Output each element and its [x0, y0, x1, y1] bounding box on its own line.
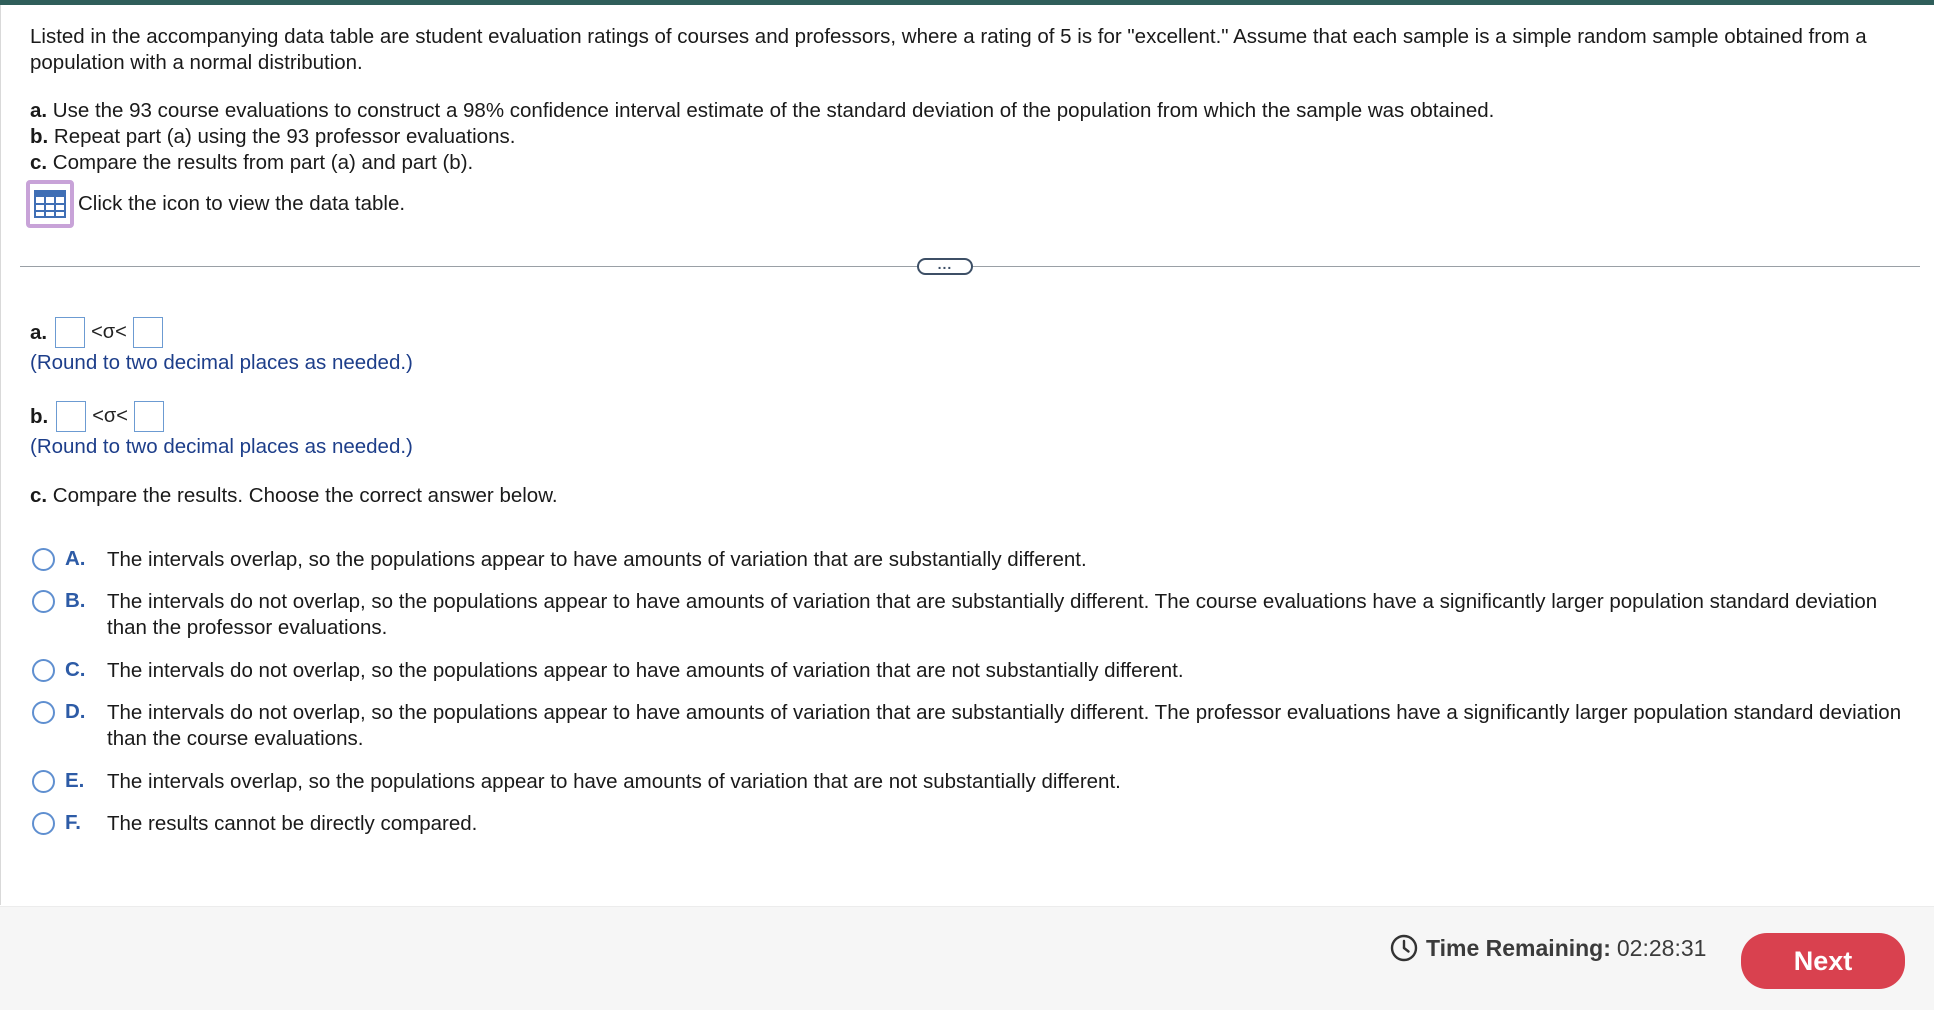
part-b-label: b. — [30, 125, 49, 148]
less-than-symbol: < — [92, 405, 104, 427]
answer-b-upper-input[interactable] — [134, 401, 164, 432]
part-a-instruction — [30, 98, 1910, 124]
radio-button[interactable] — [32, 590, 55, 613]
part-c-instruction — [30, 150, 1910, 176]
answer-c-text: Compare the results. Choose the correct answer below. — [47, 484, 558, 507]
sigma-symbol: σ — [103, 405, 117, 427]
answer-a-upper-input[interactable] — [133, 317, 163, 348]
choice-text: The intervals overlap, so the populations appear to have amounts of variation that are not substantially different. — [107, 770, 1121, 793]
choice-c[interactable] — [32, 658, 1907, 684]
ellipsis-icon: ... — [937, 256, 953, 272]
answer-c-prompt — [30, 484, 558, 508]
data-table-row — [30, 180, 1910, 228]
answer-b-inequality — [92, 405, 128, 428]
choice-f[interactable] — [32, 811, 1907, 837]
choice-b[interactable] — [32, 589, 1897, 641]
answer-b-hint: (Round to two decimal places as needed.) — [30, 435, 413, 458]
choice-letter: B. — [65, 589, 86, 612]
radio-button[interactable] — [32, 548, 55, 571]
answer-a-label: a. — [30, 320, 48, 344]
time-remaining — [1390, 934, 1706, 962]
question-content — [30, 24, 1910, 228]
choice-text: The results cannot be directly compared. — [107, 812, 478, 835]
question-parts — [30, 98, 1910, 176]
choice-text: The intervals do not overlap, so the populations appear to have amounts of variation that are substantially different. The professor evaluations have a significantly larger population standard deviation than the course evaluations. — [107, 701, 1902, 750]
sigma-symbol: σ — [102, 321, 116, 343]
top-accent-bar — [0, 0, 1934, 5]
part-c-label: c. — [30, 151, 48, 174]
time-remaining-label: Time Remaining: — [1426, 934, 1611, 961]
radio-button[interactable] — [32, 659, 55, 682]
choice-text: The intervals overlap, so the populations appear to have amounts of variation that are substantially different. — [107, 548, 1087, 571]
answer-a-hint: (Round to two decimal places as needed.) — [30, 351, 413, 374]
expand-more-button[interactable] — [917, 258, 973, 275]
choice-d[interactable] — [32, 700, 1907, 752]
part-a-label: a. — [30, 99, 48, 122]
part-c-text: Compare the results from part (a) and part (b). — [47, 151, 474, 174]
next-button[interactable]: Next — [1741, 933, 1905, 989]
radio-button[interactable] — [32, 701, 55, 724]
less-than-symbol: < — [91, 321, 103, 343]
answer-a-row — [30, 317, 163, 348]
radio-button[interactable] — [32, 770, 55, 793]
less-than-symbol: < — [116, 405, 128, 427]
part-b-instruction — [30, 124, 1910, 150]
left-border — [0, 5, 1, 905]
choice-letter: C. — [65, 658, 86, 681]
answer-b-row — [30, 401, 164, 432]
part-b-text: Repeat part (a) using the 93 professor evaluations. — [48, 125, 516, 148]
answer-b-label: b. — [30, 404, 49, 428]
choice-text: The intervals do not overlap, so the populations appear to have amounts of variation that are not substantially different. — [107, 659, 1184, 682]
choice-text: The intervals do not overlap, so the populations appear to have amounts of variation that are substantially different. The course evaluations have a significantly larger population standard deviation than the professor evaluations. — [107, 590, 1878, 639]
choice-e[interactable] — [32, 769, 1907, 795]
question-intro: Listed in the accompanying data table are student evaluation ratings of courses and professors, where a rating of 5 is for "excellent." Assume that each sample is a simple random sample obtained from a population with a normal distribution. — [30, 25, 1867, 74]
data-table-link-text: Click the icon to view the data table. — [78, 192, 406, 215]
choice-a[interactable] — [32, 547, 1907, 573]
answer-a-inequality — [91, 321, 127, 344]
data-table-icon[interactable] — [26, 180, 74, 228]
part-a-text: Use the 93 course evaluations to construct a 98% confidence interval estimate of the standard deviation of the population from which the sample was obtained. — [47, 99, 1495, 122]
answer-b-lower-input[interactable] — [56, 401, 86, 432]
time-remaining-value: 02:28:31 — [1616, 934, 1707, 961]
answer-c-label: c. — [30, 484, 48, 507]
clock-icon — [1390, 934, 1418, 962]
answer-a-lower-input[interactable] — [55, 317, 85, 348]
grid-icon — [34, 190, 66, 218]
less-than-symbol: < — [115, 321, 127, 343]
choice-letter: D. — [65, 700, 86, 723]
choice-letter: F. — [65, 811, 81, 834]
radio-button[interactable] — [32, 812, 55, 835]
choice-letter: A. — [65, 547, 86, 570]
choice-letter: E. — [65, 769, 85, 792]
